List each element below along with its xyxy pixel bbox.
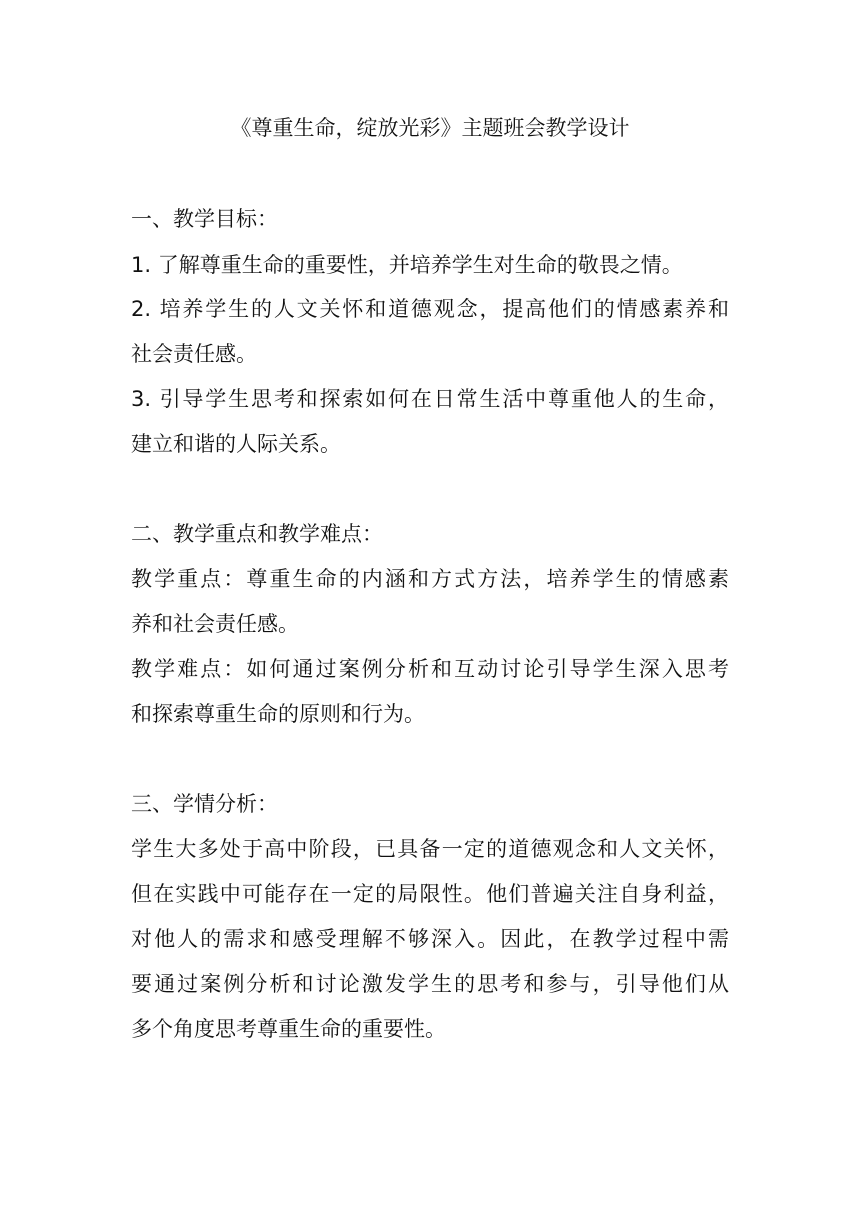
objective-item-3-line-1: 3. 引导学生思考和探索如何在日常生活中尊重他人的生命， (131, 387, 729, 411)
analysis-paragraph-line-2: 但在实践中可能存在一定的局限性。他们普遍关注自身利益， (131, 882, 729, 906)
section-heading-key-points: 二、教学重点和教学难点： (131, 522, 383, 546)
objective-item-2-line-2: 社会责任感。 (131, 342, 257, 366)
analysis-paragraph-line-4: 要通过案例分析和讨论激发学生的思考和参与，引导他们从 (131, 972, 729, 996)
analysis-paragraph-line-3: 对他人的需求和感受理解不够深入。因此，在教学过程中需 (131, 927, 729, 951)
analysis-paragraph-line-1: 学生大多处于高中阶段，已具备一定的道德观念和人文关怀， (131, 837, 729, 861)
difficulty-line-2: 和探索尊重生命的原则和行为。 (131, 702, 425, 726)
key-point-line-2: 养和社会责任感。 (131, 612, 299, 636)
objective-item-3-line-2: 建立和谐的人际关系。 (131, 432, 341, 456)
analysis-paragraph-line-5: 多个角度思考尊重生命的重要性。 (131, 1017, 446, 1041)
objective-item-2-line-1: 2. 培养学生的人文关怀和道德观念，提高他们的情感素养和 (131, 297, 729, 321)
section-heading-learner-analysis: 三、学情分析： (131, 792, 278, 816)
key-point-line-1: 教学重点：尊重生命的内涵和方式方法，培养学生的情感素 (131, 567, 729, 591)
document-title: 《尊重生命，绽放光彩》主题班会教学设计 (230, 116, 630, 140)
section-heading-objectives: 一、教学目标： (131, 207, 278, 231)
objective-item-1: 1. 了解尊重生命的重要性，并培养学生对生命的敬畏之情。 (131, 253, 683, 277)
difficulty-line-1: 教学难点：如何通过案例分析和互动讨论引导学生深入思考 (131, 657, 729, 681)
